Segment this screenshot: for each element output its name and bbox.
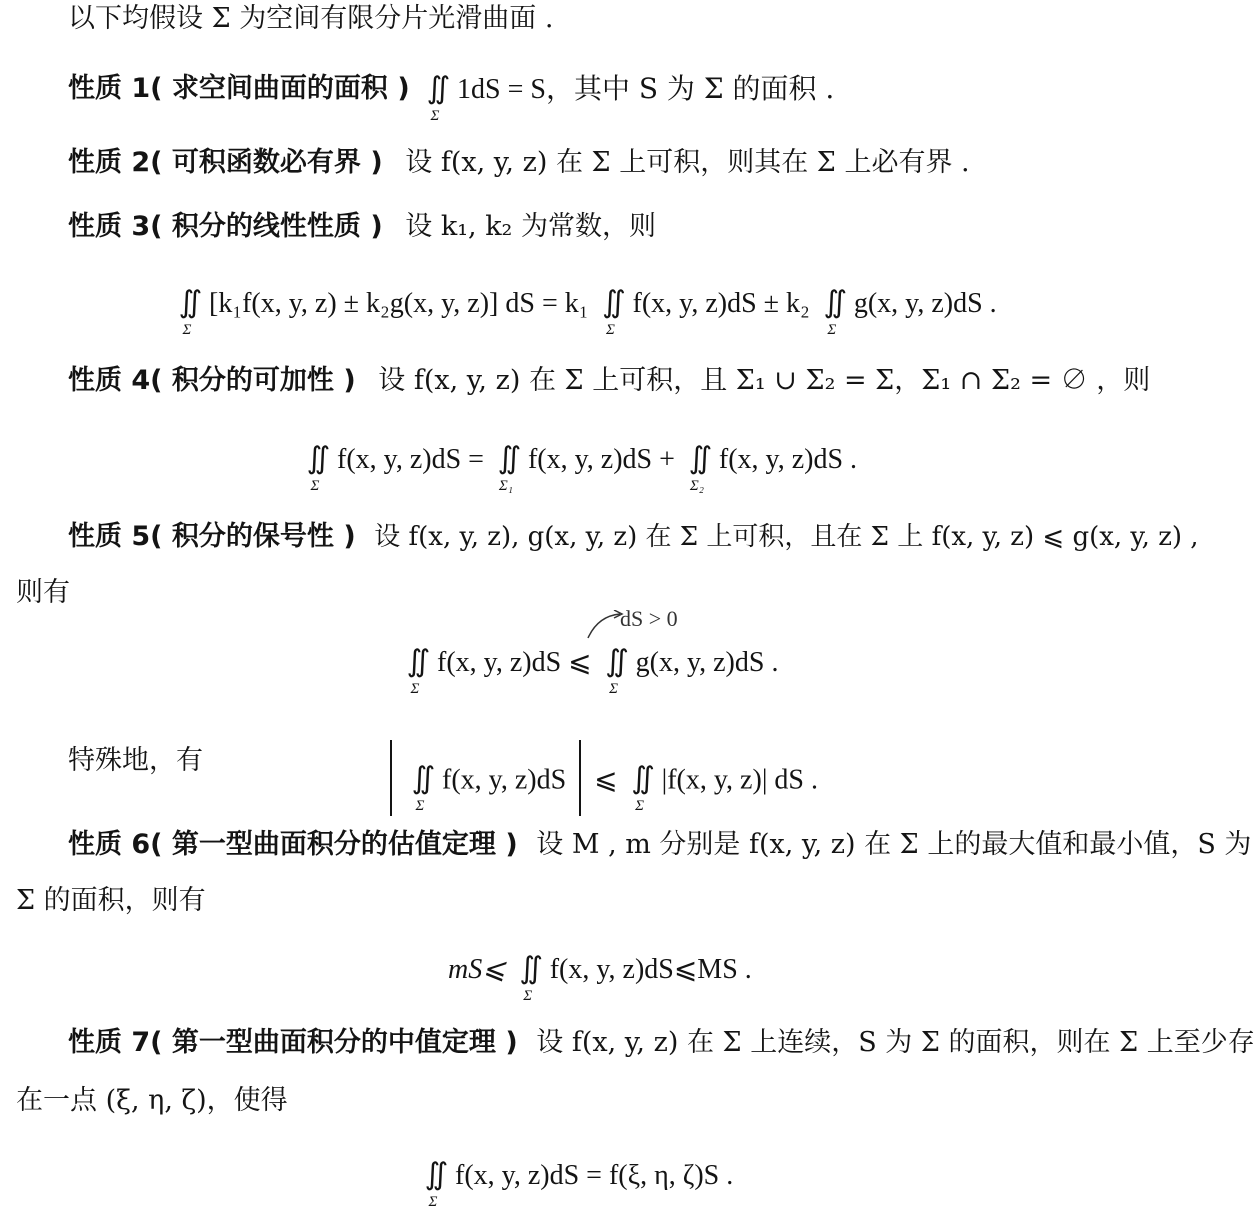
double-integral-symbol: ∬ Σ [519,952,537,1004]
property-5-label: 性质 5( 积分的保号性 ) [68,521,356,552]
property-2 [68,146,970,180]
formula-7 [418,1158,734,1210]
property-6-cont: Σ 的面积，则有 [16,885,206,916]
property-6-text: 设 M , m 分别是 f(x, y, z) 在 Σ 上的最大值和最小值，S 为 [536,829,1252,860]
double-integral-symbol: ∬ Σ [602,286,619,338]
formula-4 [300,442,858,494]
double-integral-symbol: ∬ Σ [424,1158,442,1210]
intro-text: 以下均假设 Σ 为空间有限分片光滑曲面 . [68,3,554,34]
formula-3-part-b: f(x, y, z)dS ± k₂ [632,288,810,319]
property-6 [68,828,1251,862]
formula-1 [420,72,835,124]
property-7-label: 性质 7( 第一型曲面积分的中值定理 ) [68,1027,518,1058]
double-integral-symbol: ∬ Σ [426,72,444,124]
double-integral-symbol: ∬ Σ [605,645,622,697]
double-integral-symbol: ∬ Σ [406,645,424,697]
double-integral-symbol: ∬ Σ₁ [497,442,515,494]
absolute-bar-left [390,740,392,816]
special-case-text: 特殊地，有 [68,745,203,776]
property-7 [68,1026,1255,1060]
property-4-text: 设 f(x, y, z) 在 Σ 上可积，且 Σ₁ ∪ Σ₂ = Σ，Σ₁ ∩ Σ₂ = ∅ ，则 [378,365,1151,396]
property-3-label: 性质 3( 积分的线性性质 ) [68,211,383,242]
formula-4-part-a: f(x, y, z)dS = [337,444,484,475]
double-integral-symbol: ∬ Σ [178,286,196,338]
property-5-text: 设 f(x, y, z), g(x, y, z) 在 Σ 上可积，且在 Σ 上 f(x, y, z) ⩽ g(x, y, z) , [374,522,1199,552]
annotation-ds-positive: dS > 0 [620,606,678,632]
formula-1-body: 1dS = S [457,74,546,105]
property-7-cont: 在一点 (ξ, η, ζ)，使得 [16,1085,288,1116]
absolute-bar-right [579,740,581,816]
formula-6 [448,952,752,1004]
formula-6-part-b: f(x, y, z)dS⩽MS . [549,954,752,985]
property-3-text: 设 k₁, k₂ 为常数，则 [405,211,656,242]
property-2-text: 设 f(x, y, z) 在 Σ 上可积，则其在 Σ 上必有界 . [405,147,970,178]
formula-6-part-a: mS⩽ [448,954,506,985]
double-integral-symbol: ∬ Σ [306,442,324,494]
formula-5s-part-c: |f(x, y, z)| dS . [661,764,818,796]
double-integral-symbol: ∬ Σ₂ [688,442,706,494]
formula-5s-part-a: f(x, y, z)dS [442,764,567,796]
formula-5s-part-b: ⩽ [594,764,618,796]
property-7-text: 设 f(x, y, z) 在 Σ 上连续，S 为 Σ 的面积，则在 Σ 上至少存 [536,1027,1255,1058]
formula-7-body: f(x, y, z)dS = f(ξ, η, ζ)S . [455,1160,734,1191]
formula-5-special [384,744,818,820]
property-4 [68,364,1150,398]
property-4-label: 性质 4( 积分的可加性 ) [68,365,356,396]
double-integral-symbol: ∬ Σ [823,286,841,338]
formula-3-part-c: g(x, y, z)dS . [853,288,997,319]
property-1-label: 性质 1( 求空间曲面的面积 ) [68,73,410,104]
property-3 [68,210,656,244]
formula-5-part-a: f(x, y, z)dS ⩽ [437,647,592,678]
double-integral-symbol: ∬ Σ [411,762,429,815]
property-1-after: ，其中 S 为 Σ 的面积 . [545,72,835,105]
property-5-cont: 则有 [16,577,70,608]
annotation-arrow-icon [586,610,626,640]
formula-5 [400,645,779,697]
property-1 [68,72,410,106]
formula-4-part-b: f(x, y, z)dS + [527,444,675,475]
formula-5-part-b: g(x, y, z)dS . [635,647,779,678]
property-6-label: 性质 6( 第一型曲面积分的估值定理 ) [68,829,518,860]
property-2-label: 性质 2( 可积函数必有界 ) [68,147,383,178]
formula-3-part-a: [k₁f(x, y, z) ± k₂g(x, y, z)] dS = k₁ [209,288,589,319]
formula-3 [172,286,997,338]
property-5 [68,520,1199,554]
double-integral-symbol: ∬ Σ [631,762,648,815]
formula-4-part-c: f(x, y, z)dS . [718,444,858,475]
